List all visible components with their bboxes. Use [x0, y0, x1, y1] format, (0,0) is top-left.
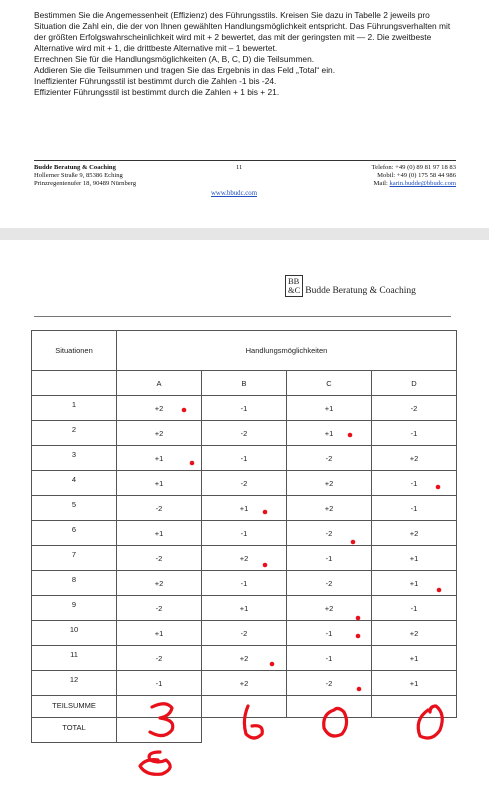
situation-row [32, 546, 457, 571]
option-value-d[interactable]: -1 [372, 421, 457, 446]
instruction-paragraph-3: Addieren Sie die Teilsummen und tragen Sie das Ergebnis in das Feld „Total“ ein. [34, 65, 336, 76]
option-value-b[interactable]: -2 [202, 421, 287, 446]
option-value-d[interactable]: +2 [372, 521, 457, 546]
option-value-d[interactable]: +1 [372, 646, 457, 671]
option-value-a[interactable]: -2 [117, 496, 202, 521]
instruction-paragraph-2: Errechnen Sie für die Handlungsmöglichkeiten (A, B, C, D) die Teilsummen. [34, 54, 315, 65]
situation-rows [32, 396, 457, 696]
footer-mail-row [372, 180, 456, 188]
option-value-b[interactable]: -2 [202, 621, 287, 646]
option-value-d[interactable]: -2 [372, 396, 457, 421]
effectiveness-table [31, 330, 457, 743]
column-label-d: D [372, 371, 457, 396]
footer-street-1: Hollerner Straße 9, 85386 Eching [34, 172, 123, 180]
option-value-c[interactable]: -1 [287, 621, 372, 646]
situation-number: 7 [32, 546, 117, 571]
situation-row [32, 671, 457, 696]
situation-row [32, 646, 457, 671]
footer-mail-link[interactable]: karin.budde@bbudc.com [389, 180, 456, 188]
option-value-a[interactable]: +1 [117, 521, 202, 546]
total-row-blank [202, 718, 457, 743]
option-value-c[interactable]: -2 [287, 571, 372, 596]
page-separator [0, 228, 489, 240]
situation-number: 6 [32, 521, 117, 546]
option-value-d[interactable]: -1 [372, 596, 457, 621]
document-page-bottom [0, 240, 489, 789]
situation-row [32, 496, 457, 521]
situation-number: 5 [32, 496, 117, 521]
logo-mark [285, 275, 303, 297]
teilsumme-cell-a[interactable] [117, 696, 202, 718]
option-value-b[interactable]: -2 [202, 471, 287, 496]
option-value-a[interactable]: +1 [117, 471, 202, 496]
company-logo [285, 275, 416, 297]
situation-row [32, 596, 457, 621]
situation-number: 10 [32, 621, 117, 646]
footer-address [34, 164, 136, 189]
option-value-b[interactable]: +2 [202, 546, 287, 571]
option-value-a[interactable]: -2 [117, 596, 202, 621]
option-value-b[interactable]: +1 [202, 496, 287, 521]
footer-contact [372, 164, 456, 189]
option-value-a[interactable]: -1 [117, 671, 202, 696]
column-letter-row [32, 371, 457, 396]
situation-row [32, 421, 457, 446]
option-value-d[interactable]: +1 [372, 671, 457, 696]
option-value-c[interactable]: +1 [287, 396, 372, 421]
option-value-c[interactable]: +2 [287, 596, 372, 621]
situation-number: 12 [32, 671, 117, 696]
instruction-paragraph-5: Effizienter Führungsstil ist bestimmt durch die Zahlen + 1 bis + 21. [34, 87, 280, 98]
option-value-a[interactable]: +1 [117, 446, 202, 471]
column-label-c: C [287, 371, 372, 396]
teilsumme-cell-c[interactable] [287, 696, 372, 718]
header-situations: Situationen [32, 331, 117, 371]
option-value-c[interactable]: +1 [287, 421, 372, 446]
option-value-c[interactable]: -2 [287, 446, 372, 471]
footer-mobile: Mobil: +49 (0) 175 58 44 986 [377, 172, 456, 180]
logo-mark-line-2: &C [288, 285, 301, 295]
situation-row [32, 446, 457, 471]
option-value-a[interactable]: +2 [117, 421, 202, 446]
situation-number: 8 [32, 571, 117, 596]
instruction-paragraph-1: Bestimmen Sie die Angemessenheit (Effizienz) des Führungsstils. Kreisen Sie dazu in Tabelle 2 jeweils pro Situation die Zahl ein, die der von Ihnen gewählten Handlungsmöglichkeit entspricht. Das Führungsverhalten mit der größten Erfolgswahrscheinlichkeit wird mit + 2 bewertet, das mit der geringsten mit — 2. Die zweitbeste Alternative wird mit + 1, die drittbeste Alternative mit – 1 bewertet. [34, 10, 451, 54]
footer-street-2: Prinzregentenufer 18, 90489 Nürnberg [34, 180, 137, 188]
situation-row [32, 396, 457, 421]
option-value-c[interactable]: -2 [287, 671, 372, 696]
situation-row [32, 521, 457, 546]
option-value-b[interactable]: -1 [202, 446, 287, 471]
option-value-a[interactable]: -2 [117, 546, 202, 571]
table-header-row [32, 331, 457, 371]
option-value-a[interactable]: +2 [117, 396, 202, 421]
instructions-text [34, 10, 454, 98]
option-value-d[interactable]: +1 [372, 571, 457, 596]
situation-number: 1 [32, 396, 117, 421]
total-label: TOTAL [32, 718, 117, 743]
footer-company: Budde Beratung & Coaching [34, 164, 116, 171]
page-number: 11 [236, 164, 243, 171]
option-value-b[interactable]: -1 [202, 396, 287, 421]
option-value-b[interactable]: -1 [202, 571, 287, 596]
situation-number: 3 [32, 446, 117, 471]
total-cell[interactable] [117, 718, 202, 743]
column-label-a: A [117, 371, 202, 396]
teilsumme-cell-d[interactable] [372, 696, 457, 718]
teilsumme-row [32, 696, 457, 718]
option-value-d[interactable]: +2 [372, 446, 457, 471]
footer-phone: Telefon: +49 (0) 89 81 97 18 83 [371, 164, 456, 171]
option-value-c[interactable]: +2 [287, 471, 372, 496]
document-page-top [0, 0, 489, 228]
blank-cell [32, 371, 117, 396]
situation-number: 9 [32, 596, 117, 621]
situation-number: 11 [32, 646, 117, 671]
column-label-b: B [202, 371, 287, 396]
option-value-b[interactable]: -1 [202, 521, 287, 546]
teilsumme-cell-b[interactable] [202, 696, 287, 718]
header-options: Handlungsmöglichkeiten [117, 331, 457, 371]
instruction-paragraph-4: Ineffizienter Führungsstil ist bestimmt durch die Zahlen -1 bis -24. [34, 76, 277, 87]
option-value-b[interactable]: +2 [202, 646, 287, 671]
option-value-d[interactable]: +2 [372, 621, 457, 646]
situation-row [32, 571, 457, 596]
situation-row [32, 621, 457, 646]
option-value-d[interactable]: +1 [372, 546, 457, 571]
handwritten-total [140, 752, 170, 774]
option-value-a[interactable]: -2 [117, 646, 202, 671]
total-row [32, 718, 457, 743]
option-value-d[interactable]: -1 [372, 471, 457, 496]
option-value-c[interactable]: -2 [287, 521, 372, 546]
option-value-a[interactable]: +2 [117, 571, 202, 596]
situation-number: 2 [32, 421, 117, 446]
option-value-a[interactable]: +1 [117, 621, 202, 646]
footer-website-link[interactable]: www.bbudc.com [211, 190, 257, 197]
option-value-b[interactable]: +1 [202, 596, 287, 621]
logo-mark-line-1: BB [288, 276, 300, 286]
situation-number: 4 [32, 471, 117, 496]
option-value-d[interactable]: -1 [372, 496, 457, 521]
situation-row [32, 471, 457, 496]
teilsumme-label: TEILSUMME [32, 696, 117, 718]
option-value-c[interactable]: -1 [287, 546, 372, 571]
option-value-c[interactable]: -1 [287, 646, 372, 671]
header-rule [34, 316, 451, 317]
option-value-b[interactable]: +2 [202, 671, 287, 696]
option-value-c[interactable]: +2 [287, 496, 372, 521]
footer-mail-label: Mail: [373, 180, 388, 188]
footer-divider [34, 160, 456, 161]
logo-company-name: Budde Beratung & Coaching [305, 286, 416, 296]
